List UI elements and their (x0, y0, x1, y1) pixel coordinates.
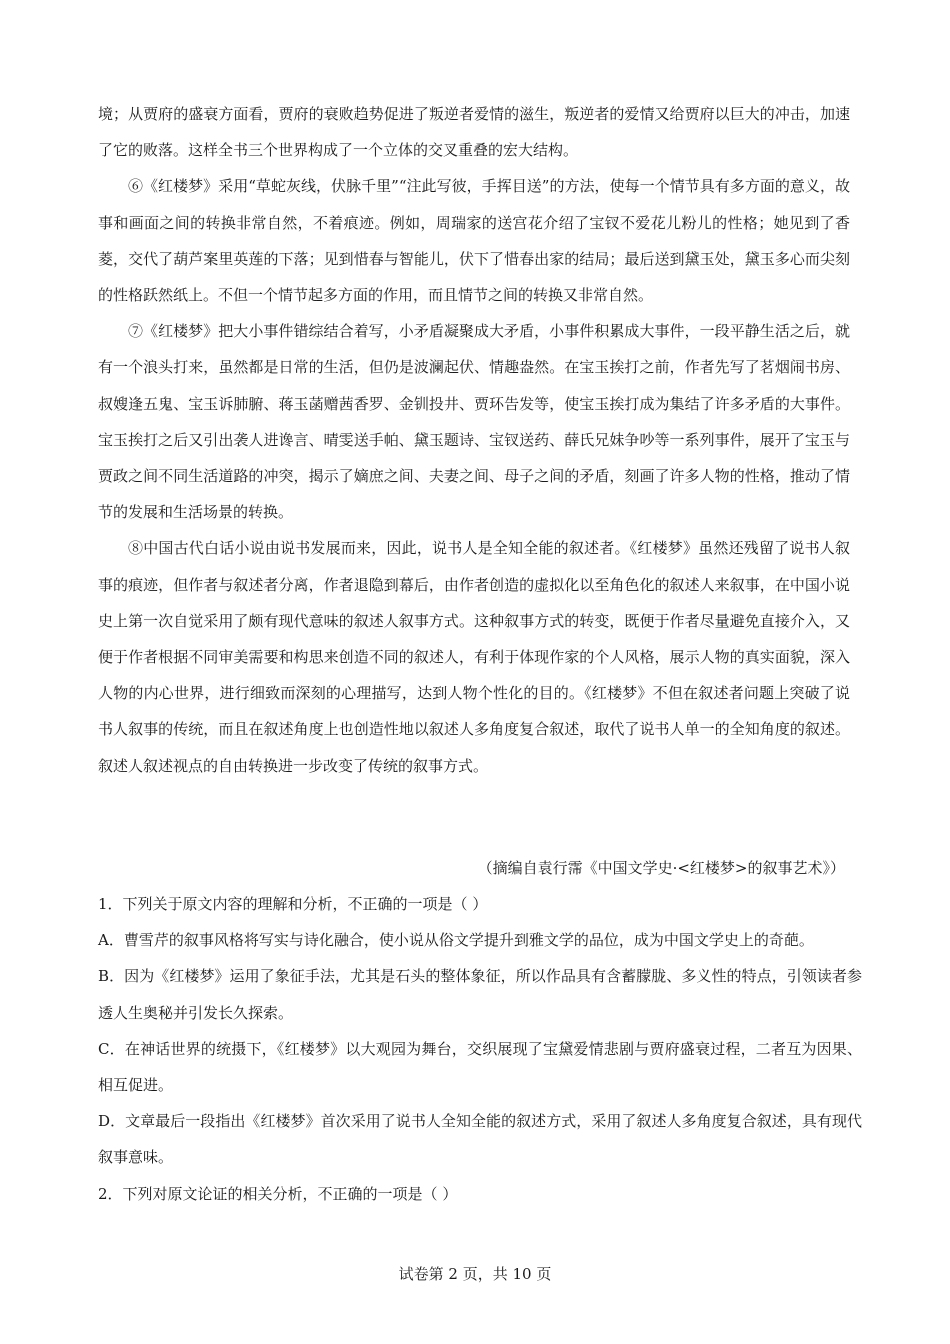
passage-continuation-paragraph: 境；从贾府的盛衰方面看，贾府的衰败趋势促进了叛逆者爱情的滋生，叛逆者的爱情又给贾府以巨大的冲击，加速了它的败落。这样全书三个世界构成了一个立体的交叉重叠的宏大结构。 (98, 105, 850, 160)
passage-paragraph-7: ⑦《红楼梦》把大小事件错综结合着写，小矛盾凝聚成大矛盾，小事件积累成大事件，一段平静生活之后，就有一个浪头打来，虽然都是日常的生活，但仍是波澜起伏、情趣盎然。在宝玉挨打之前，作者先写了茗烟闹书房、叔嫂逢五鬼、宝玉诉肺腑、蒋玉菡赠茜香罗、金钏投井、贾环告发等，使宝玉挨打成为集结了许多矛盾的大事件。宝玉挨打之后又引出袭人进谗言、晴雯送手帕、黛玉题诗、宝钗送药、薛氏兄妹争吵等一系列事件，展开了宝玉与贾政之间不同生活道路的冲突，揭示了嫡庶之间、夫妻之间、母子之间的矛盾，刻画了许多人物的性格，推动了情节的发展和生活场景的转换。 (98, 322, 850, 522)
passage-source-citation: （摘编自袁行霈《中国文学史·<红楼梦>的叙事艺术》） (477, 859, 845, 877)
question-2-stem: 2．下列对原文论证的相关分析，不正确的一项是（ ） (98, 1184, 458, 1203)
question-1-option-c: C．在神话世界的统摄下，《红楼梦》以大观园为舞台，交织展现了宝黛爱情悲剧与贾府盛衰过程，二者互为因果、相互促进。 (98, 1039, 862, 1095)
question-1-option-a: A．曹雪芹的叙事风格将写实与诗化融合，使小说从俗文学提升到雅文学的品位，成为中国文学史上的奇葩。 (98, 931, 814, 950)
question-section (98, 886, 862, 1212)
passage-paragraph-6: ⑥《红楼梦》采用“草蛇灰线，伏脉千里”“注此写彼，手挥目送”的方法，使每一个情节具有多方面的意义，故事和画面之间的转换非常自然，不着痕迹。例如，周瑞家的送宫花介绍了宝钗不爱花儿粉儿的性格；她见到了香菱，交代了葫芦案里英莲的下落；见到惜春与智能儿，伏下了惜春出家的结局；最后送到黛玉处，黛玉多心而尖刻的性格跃然纸上。不但一个情节起多方面的作用，而且情节之间的转换又非常自然。 (98, 177, 850, 305)
page-footer: 试卷第 2 页，共 10 页 (398, 1265, 552, 1283)
question-1-option-d: D．文章最后一段指出《红楼梦》首次采用了说书人全知全能的叙述方式，采用了叙述人多角度复合叙述，具有现代叙事意味。 (98, 1112, 862, 1167)
reading-passage (98, 96, 850, 784)
question-1-stem: 1．下列关于原文内容的理解和分析，不正确的一项是（ ） (98, 895, 488, 913)
passage-paragraph-8: ⑧中国古代白话小说由说书发展而来，因此，说书人是全知全能的叙述者。《红楼梦》虽然还残留了说书人叙事的痕迹，但作者与叙述者分离，作者退隐到幕后，由作者创造的虚拟化以至角色化的叙述人来叙事，在中国小说史上第一次自觉采用了颇有现代意味的叙述人叙事方式。这种叙事方式的转变，既便于作者尽量避免直接介入，又便于作者根据不同审美需要和构思来创造不同的叙述人，有利于体现作家的个人风格，展示人物的真实面貌，深入人物的内心世界，进行细致而深刻的心理描写，达到人物个性化的目的。《红楼梦》不但在叙述者问题上突破了说书人叙事的传统，而且在叙述角度上也创造性地以叙述人多角度复合叙述，取代了说书人单一的全知角度的叙述。叙述人叙述视点的自由转换进一步改变了传统的叙事方式。 (98, 539, 850, 775)
question-1-option-b: B．因为《红楼梦》运用了象征手法，尤其是石头的整体象征，所以作品具有含蓄朦胧、多义性的特点，引领读者参透人生奥秘并引发长久探索。 (98, 967, 862, 1022)
